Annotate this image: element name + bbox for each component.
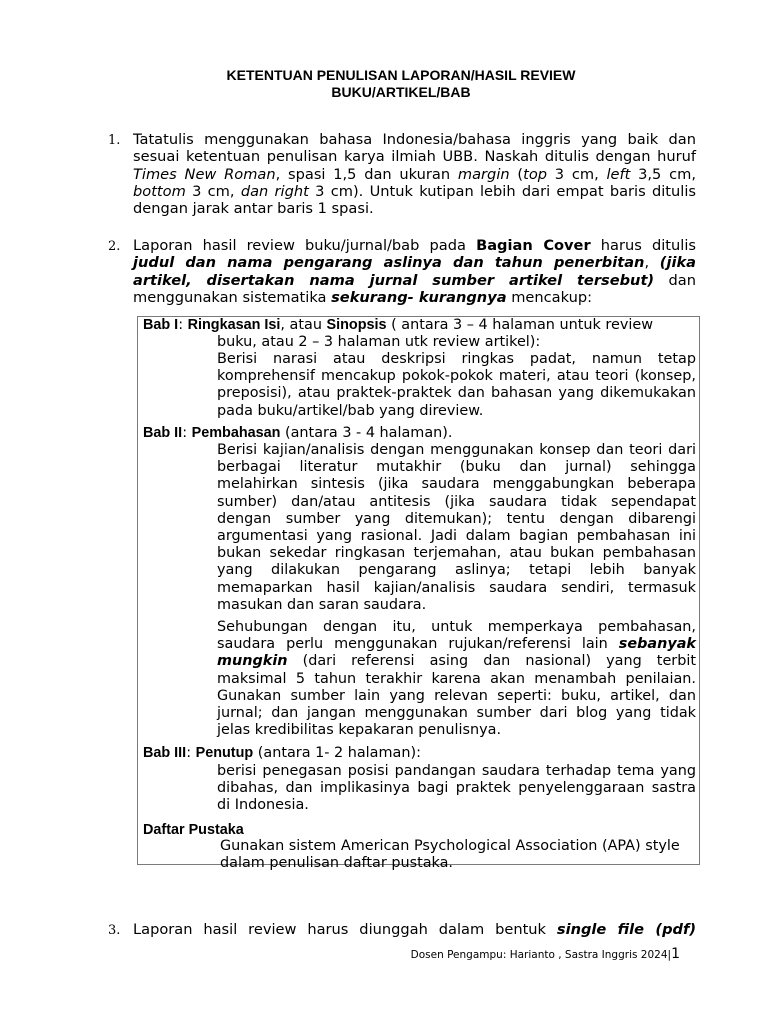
daftar-pustaka-description: Gunakan sistem American Psychological Association (APA) style dalam penulisan daftar pustaka. <box>220 838 680 872</box>
list-item-2 <box>108 237 696 306</box>
list-number-3: 3. <box>108 923 121 938</box>
bab-1-subline: buku, atau 2 – 3 halaman utk review artikel): <box>217 334 541 350</box>
document-title <box>0 67 768 101</box>
footer-text: Dosen Pengampu: Harianto , Sastra Inggris 2024 <box>410 949 668 961</box>
page-footer <box>411 947 680 962</box>
list-item-3 <box>108 921 696 938</box>
list-number-2: 2. <box>108 239 121 254</box>
bab-3-heading: Bab III: Penutup (antara 1- 2 halaman): <box>143 745 421 761</box>
bab-2-description-2: Sehubungan dengan itu, untuk memperkaya pembahasan, saudara perlu menggunakan rujukan/referensi lain sebanyak mungkin (dari referensi asing dan nasional) yang terbit maksimal 5 tahun terakhir karena akan menambah penilaian. Gunakan sumber lain yang relevan seperti: buku, artikel, dan jurnal; dan jangan menggunakan sumber dari blog yang tidak jelas kredibilitas kepakaran penulisnya. <box>217 619 696 739</box>
bab-1-heading: Bab I: Ringkasan Isi, atau Sinopsis ( antara 3 – 4 halaman untuk review <box>143 317 654 333</box>
bab-1-description: Berisi narasi atau deskripsi ringkas padat, namun tetap komprehensif mencakup pokok-pokok materi, atau teori (konsep, preposisi), atau praktek-praktek dan bahasan yang dikemukakan pada buku/artikel/bab yang direview. <box>217 351 696 419</box>
bab-2-heading: Bab II: Pembahasan (antara 3 - 4 halaman). <box>143 425 453 441</box>
bab-2-description: Berisi kajian/analisis dengan menggunakan konsep dan teori dari berbagai literatur mutakhir (buku dan jurnal) sehingga melahirkan sintesis (jika saudara menggabungkan beberapa sumber) dan/atau antitesis (jika saudara tidak sependapat dengan sumber yang ditemukan); tentu dengan dibarengi argumentasi yang rasional. Jadi dalam bagian pembahasan ini bukan sekedar ringkasan terjemahan, atau bukan pembahasan yang dilakukan pengarang aslinya; tetapi lebih banyak memaparkan hasil kajian/analisis saudara sendiri, termasuk masukan dan saran saudara. <box>217 442 696 613</box>
title-line-2: BUKU/ARTIKEL/BAB <box>331 84 471 100</box>
list-item-1 <box>108 131 696 217</box>
footer-separator: | <box>667 949 672 961</box>
daftar-pustaka-heading: Daftar Pustaka <box>143 822 244 838</box>
page-number: 1 <box>671 946 680 962</box>
title-line-1: KETENTUAN PENULISAN LAPORAN/HASIL REVIEW <box>226 67 576 83</box>
list-item-1-text: Tatatulis menggunakan bahasa Indonesia/bahasa inggris yang baik dan sesuai ketentuan penulisan karya ilmiah UBB. Naskah ditulis dengan huruf Times New Roman, spasi 1,5 dan ukuran margin (top 3 cm, left 3,5 cm, bottom 3 cm, dan right 3 cm). Untuk kutipan lebih dari empat baris ditulis dengan jarak antar baris 1 spasi. <box>133 131 696 218</box>
bab-3-description: berisi penegasan posisi pandangan saudara terhadap tema yang dibahas, dan implikasinya bagi praktek penyelenggaraan sastra di Indonesia. <box>217 763 696 814</box>
list-number-1: 1. <box>108 133 121 148</box>
font-name: Times New Roman <box>133 165 276 183</box>
list-item-3-text: Laporan hasil review harus diunggah dalam bentuk single file (pdf) <box>133 921 696 938</box>
list-item-2-text: Laporan hasil review buku/jurnal/bab pada Bagian Cover harus ditulis judul dan nama pengarang aslinya dan tahun penerbitan, (jika artikel, disertakan nama jurnal sumber artikel tersebut) dan menggunakan sistematika sekurang- kurangnya mencakup: <box>133 237 697 306</box>
